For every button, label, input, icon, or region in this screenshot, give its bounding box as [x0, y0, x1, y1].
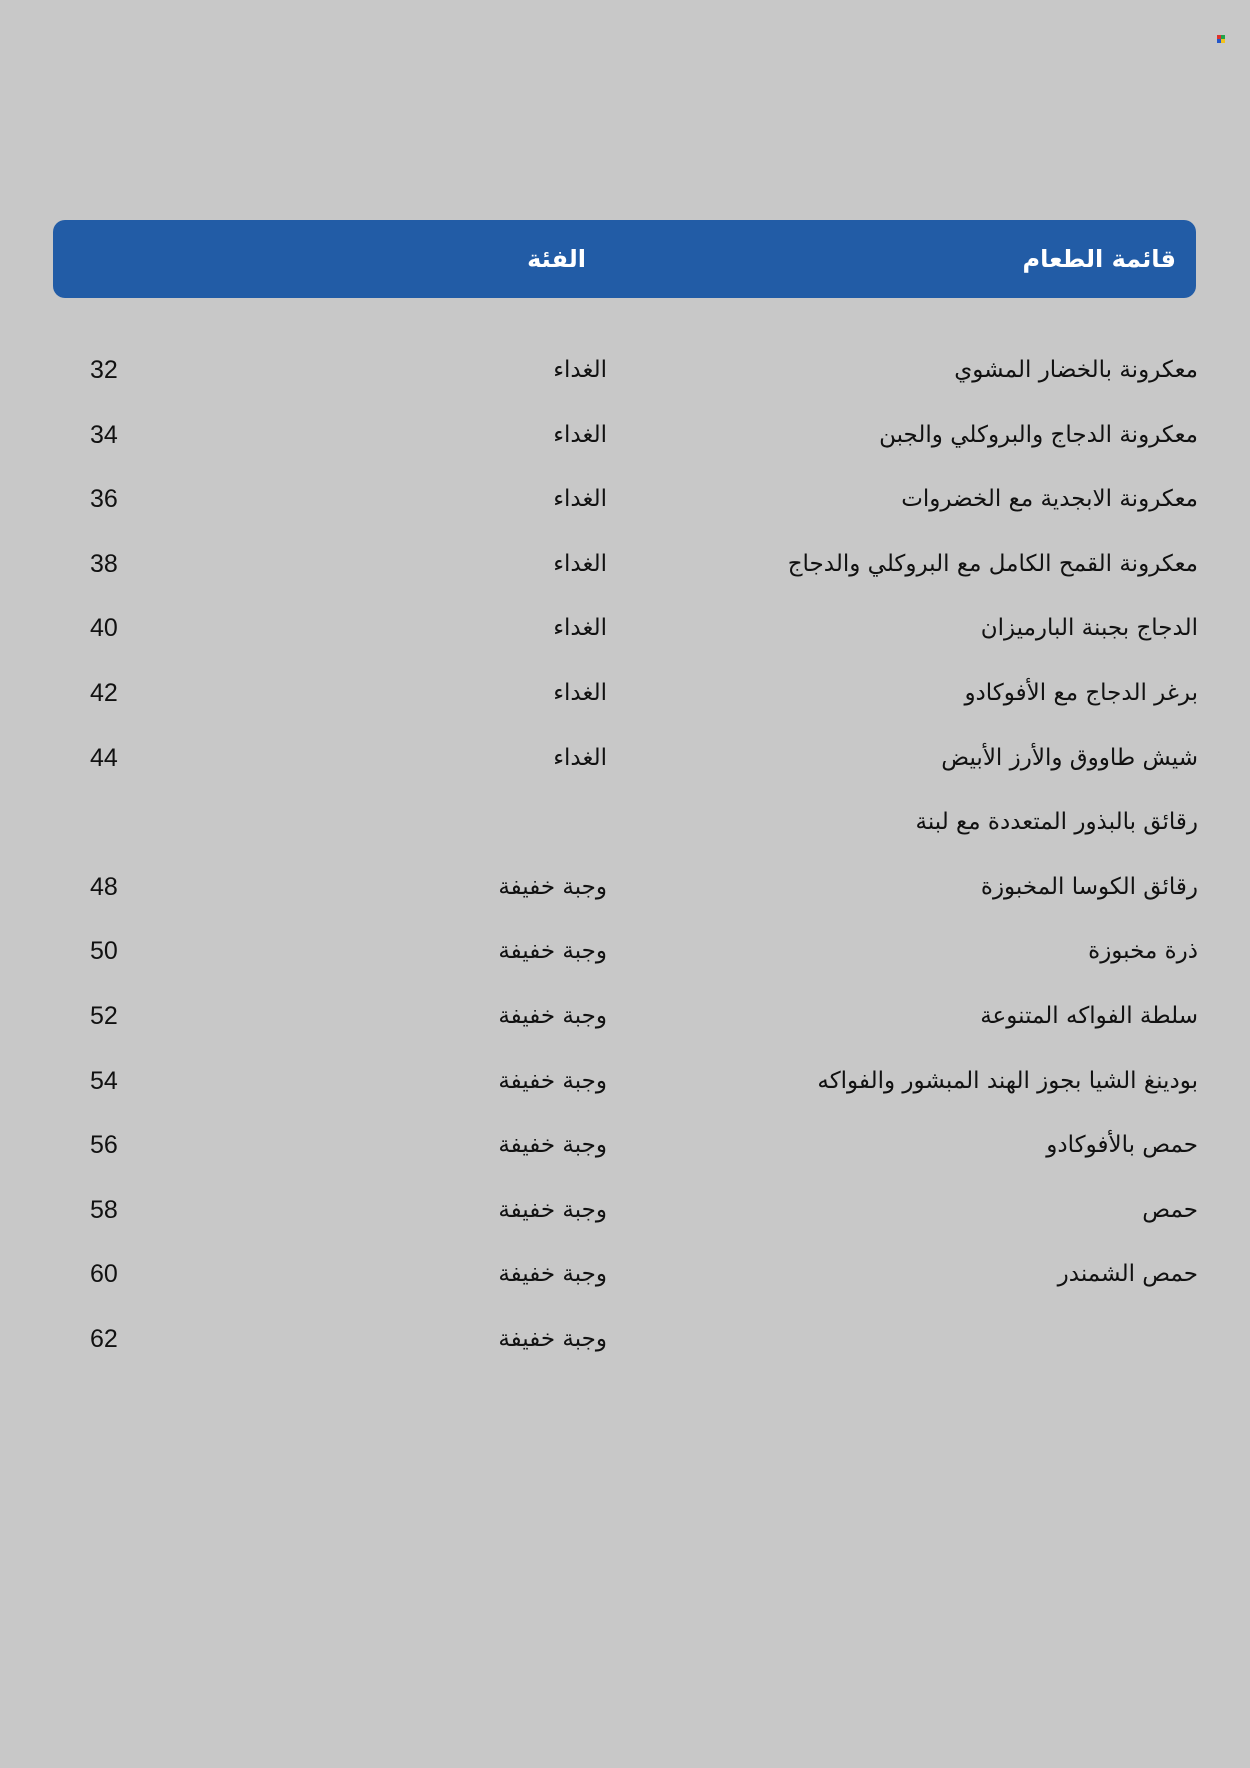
menu-item-name: برغر الدجاج مع الأفوكادو	[964, 679, 1198, 706]
table-row	[0, 1178, 1250, 1243]
menu-item-category: وجبة خفيفة	[498, 938, 607, 965]
menu-item-name: حمص	[1142, 1196, 1198, 1223]
menu-item-category: وجبة خفيفة	[498, 1325, 607, 1352]
table-row	[0, 790, 1250, 855]
table-row	[0, 596, 1250, 661]
menu-item-page-number: 52	[90, 1001, 118, 1030]
table-row	[0, 1242, 1250, 1307]
menu-item-page-number: 60	[90, 1260, 118, 1289]
table-row	[0, 1307, 1250, 1372]
menu-item-name: رقائق الكوسا المخبوزة	[980, 873, 1198, 900]
menu-item-category: وجبة خفيفة	[498, 873, 607, 900]
menu-item-category: الغداء	[553, 615, 607, 642]
menu-item-name: سلطة الفواكه المتنوعة	[980, 1002, 1198, 1029]
menu-item-category: الغداء	[553, 357, 607, 383]
menu-item-name: رقائق بالبذور المتعددة مع لبنة	[915, 809, 1198, 836]
menu-item-page-number: 56	[90, 1131, 118, 1160]
table-row	[0, 532, 1250, 597]
menu-table	[0, 338, 1250, 1372]
header-category-label: الفئة	[527, 245, 586, 273]
menu-item-name: شيش طاووق والأرز الأبيض	[941, 744, 1198, 771]
menu-item-page-number: 38	[90, 549, 118, 578]
table-row	[0, 1113, 1250, 1178]
menu-item-page-number: 62	[90, 1324, 118, 1353]
menu-item-category: الغداء	[553, 421, 607, 448]
table-header	[53, 220, 1196, 298]
corner-logo-yellow-square	[1221, 39, 1225, 43]
table-row	[0, 984, 1250, 1049]
menu-item-name: ذرة مخبوزة	[1088, 938, 1198, 965]
menu-item-page-number: 32	[90, 356, 118, 384]
table-row	[0, 403, 1250, 468]
menu-item-name: حمص بالأفوكادو	[1046, 1132, 1198, 1159]
table-row	[0, 467, 1250, 532]
menu-item-category: وجبة خفيفة	[498, 1067, 607, 1094]
menu-item-category: الغداء	[553, 679, 607, 706]
menu-item-name: معكرونة القمح الكامل مع البروكلي والدجاج	[787, 550, 1198, 577]
menu-item-name: معكرونة الدجاج والبروكلي والجبن	[879, 421, 1198, 448]
menu-item-category: وجبة خفيفة	[498, 1002, 607, 1029]
menu-item-name: حمص الشمندر	[1057, 1261, 1198, 1288]
menu-item-name: بودينغ الشيا بجوز الهند المبشور والفواكه	[817, 1067, 1198, 1094]
menu-item-page-number: 36	[90, 485, 118, 514]
table-row	[0, 338, 1250, 403]
menu-item-page-number: 48	[90, 872, 118, 901]
table-row	[0, 919, 1250, 984]
table-row	[0, 661, 1250, 726]
menu-item-name: معكرونة الابجدية مع الخضروات	[901, 486, 1198, 513]
table-row	[0, 1049, 1250, 1114]
menu-item-name: الدجاج بجبنة البارميزان	[980, 615, 1198, 642]
corner-logo-icon	[1217, 35, 1225, 43]
menu-item-page-number: 44	[90, 743, 118, 772]
menu-item-category: وجبة خفيفة	[498, 1132, 607, 1159]
menu-item-page-number: 34	[90, 420, 118, 449]
menu-item-page-number: 58	[90, 1195, 118, 1224]
menu-item-category: الغداء	[553, 550, 607, 577]
menu-item-category: الغداء	[553, 486, 607, 513]
menu-item-page-number: 40	[90, 614, 118, 643]
menu-item-category: وجبة خفيفة	[498, 1261, 607, 1288]
menu-item-page-number: 42	[90, 678, 118, 707]
menu-item-name: معكرونة بالخضار المشوي	[954, 357, 1198, 383]
table-row	[0, 726, 1250, 791]
menu-item-page-number: 54	[90, 1066, 118, 1095]
header-menu-label: قائمة الطعام	[1022, 245, 1176, 273]
menu-item-category: وجبة خفيفة	[498, 1196, 607, 1223]
table-row	[0, 855, 1250, 920]
menu-item-page-number: 50	[90, 937, 118, 966]
menu-item-category: الغداء	[553, 744, 607, 771]
